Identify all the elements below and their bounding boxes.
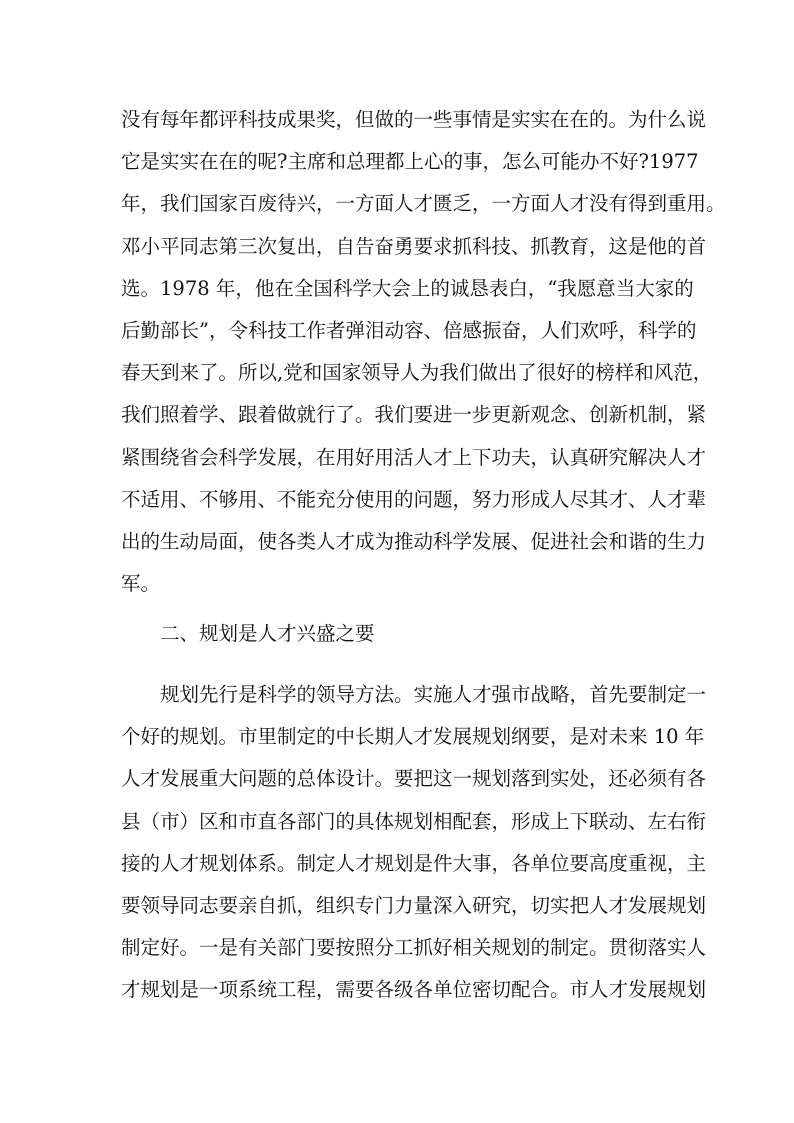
text-line: 不适用、不够用、不能充分使用的问题，努力形成人尽其才、人才辈 — [121, 487, 707, 511]
text-line: 规划先行是科学的领导方法。实施人才强市战略，首先要制定一 — [160, 683, 707, 706]
text-line: 才规划是一项系统工程，需要各级各单位密切配合。市人才发展规划 — [121, 978, 707, 1002]
body-paragraph — [121, 99, 726, 605]
body-paragraph — [121, 674, 707, 1012]
text-line: 它是实实在在的呢?主席和总理都上心的事，怎么可能办不好?1977 — [121, 150, 699, 174]
text-line: 春天到来了。所以,党和国家领导人为我们做出了很好的榜样和风范， — [121, 361, 713, 385]
text-line: 县（市）区和市直各部门的具体规划相配套，形成上下联动、左右衔 — [121, 809, 707, 833]
text-line: 后勤部长”，令科技工作者弹泪动容、倍感振奋，人们欢呼，科学的 — [121, 318, 697, 342]
text-line: 年，我们国家百废待兴，一方面人才匮乏，一方面人才没有得到重用。 — [121, 192, 726, 216]
text-line: 我们照着学、跟着做就行了。我们要进一步更新观念、创新机制，紧 — [121, 403, 707, 427]
text-line: 制定好。一是有关部门要按照分工抓好相关规划的制定。贯彻落实人 — [121, 936, 707, 960]
text-line: 出的生动局面，使各类人才成为推动科学发展、促进社会和谐的生力 — [121, 529, 707, 553]
section-heading: 二、规划是人才兴盛之要 — [160, 622, 375, 645]
text-line: 没有每年都评科技成果奖，但做的一些事情是实实在在的。为什么说 — [121, 108, 707, 131]
section-heading-container — [121, 613, 681, 655]
text-line: 紧围绕省会科学发展，在用好用活人才上下功夫，认真研究解决人才 — [121, 445, 707, 469]
text-line: 选。1978 年，他在全国科学大会上的诚恳表白，“我愿意当大家的 — [121, 276, 694, 300]
text-line: 个好的规划。市里制定的中长期人才发展规划纲要，是对未来 10 年 — [121, 725, 705, 749]
text-line: 要领导同志要亲自抓，组织专门力量深入研究，切实把人才发展规划 — [121, 893, 707, 917]
text-line: 接的人才规划体系。制定人才规划是件大事，各单位要高度重视，主 — [121, 851, 707, 875]
text-line: 军。 — [121, 572, 161, 596]
text-line: 邓小平同志第三次复出，自告奋勇要求抓科技、抓教育，这是他的首 — [121, 234, 707, 258]
text-line: 人才发展重大问题的总体设计。要把这一规划落到实处，还必须有各 — [121, 767, 707, 791]
